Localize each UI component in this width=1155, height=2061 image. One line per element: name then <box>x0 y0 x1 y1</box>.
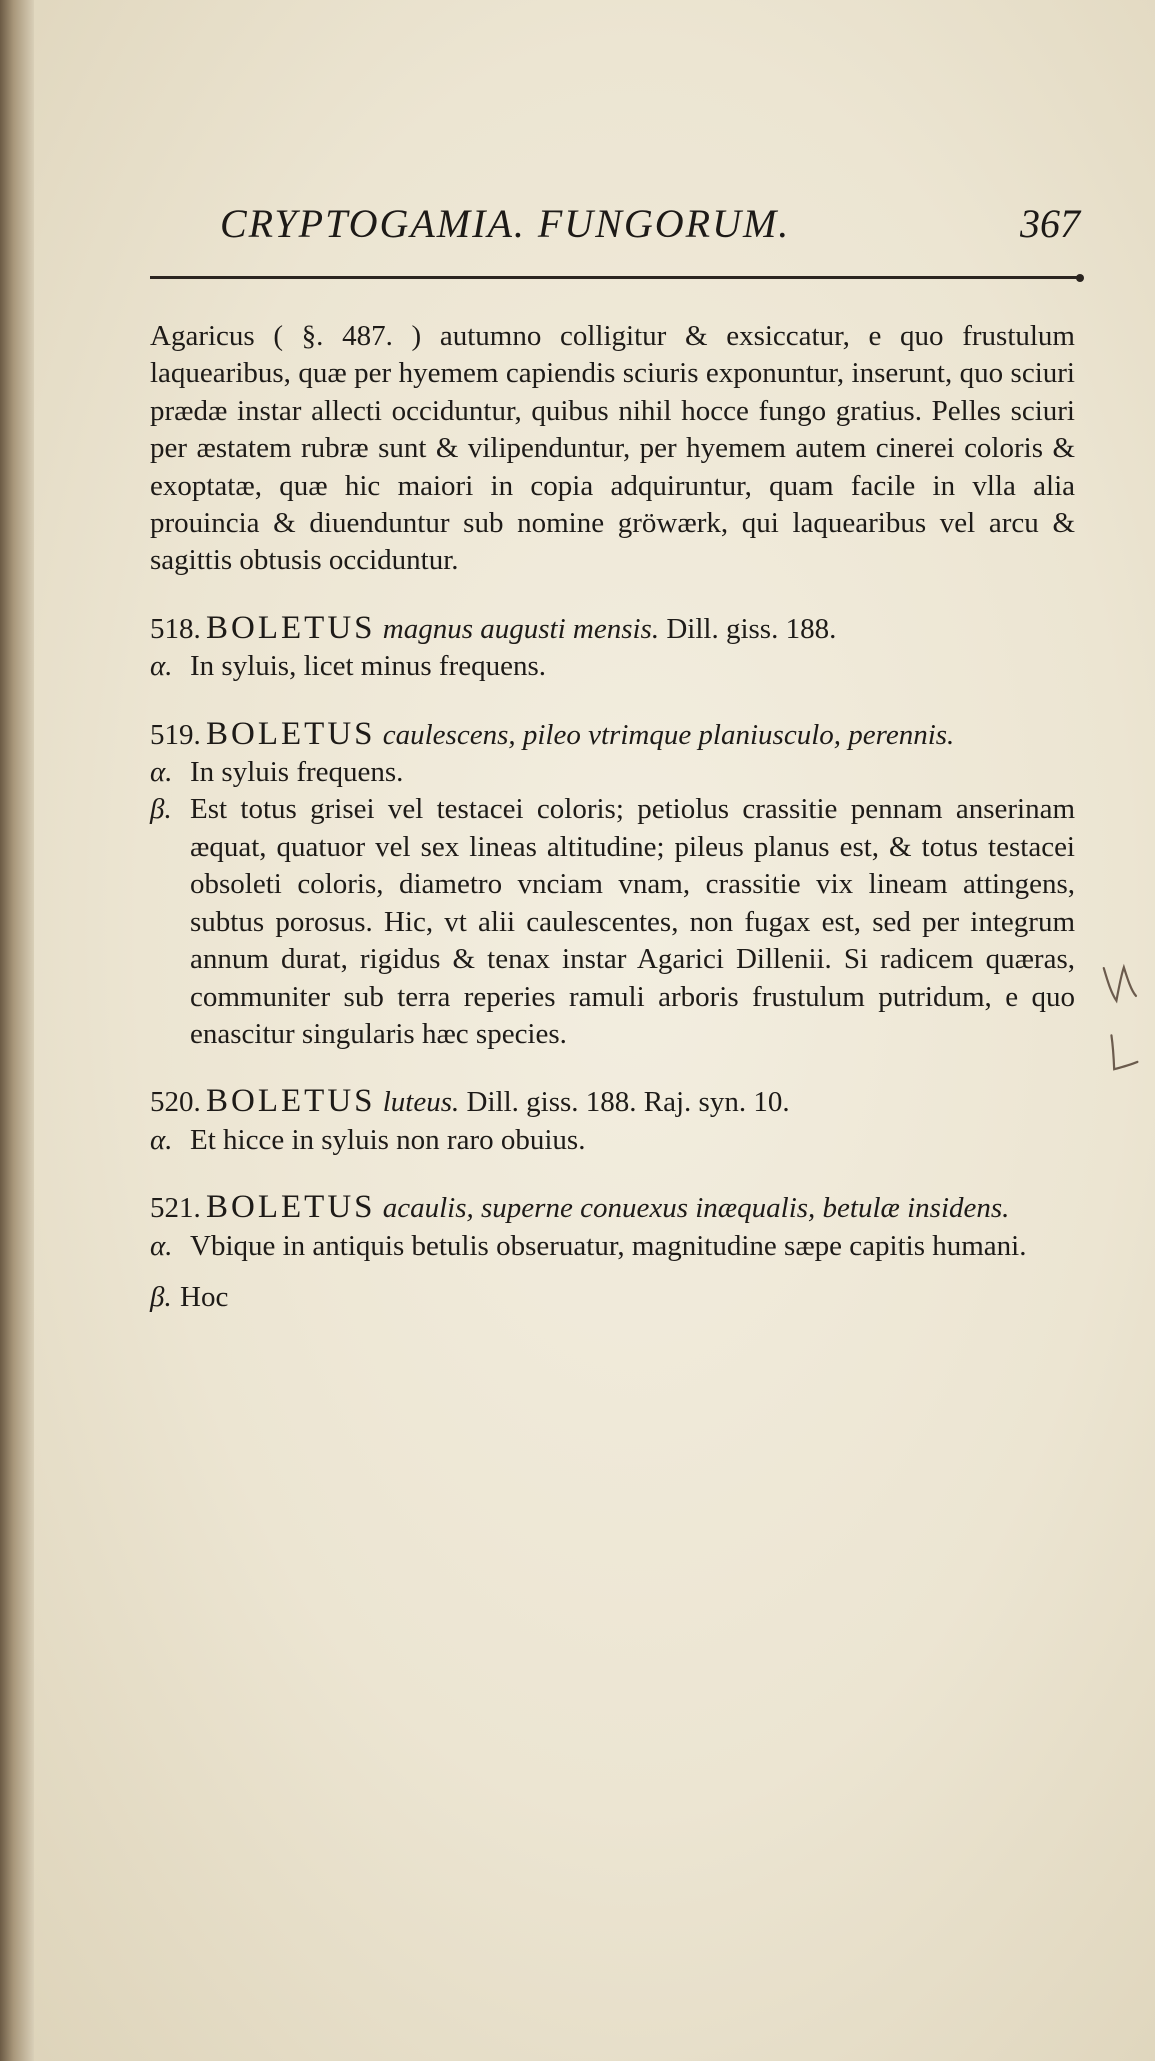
genus-name: BOLETUS <box>206 1083 376 1120</box>
catchword <box>150 1279 1075 1316</box>
entry-number: 520. <box>150 1086 201 1119</box>
entry-520 <box>150 1083 1075 1159</box>
species-epithet: magnus augusti mensis. <box>382 612 660 645</box>
entry-sub-item <box>150 754 1075 791</box>
entry-sub-item <box>150 1122 1075 1159</box>
page-body <box>150 318 1075 1316</box>
book-binding-edge <box>0 0 34 2061</box>
sub-text: Et hicce in syluis non raro obuius. <box>190 1123 586 1156</box>
entry-number: 521. <box>150 1192 201 1225</box>
catchword-text: Hoc <box>180 1280 229 1313</box>
sub-text: Vbique in antiquis betulis obseruatur, magnitudine sæpe capitis humani. <box>190 1229 1027 1262</box>
citation: Dill. giss. 188. Raj. syn. 10. <box>466 1086 790 1119</box>
genus-name: BOLETUS <box>206 715 376 752</box>
page-number: 367 <box>1020 201 1080 246</box>
sub-marker: α. <box>150 756 173 789</box>
entry-heading <box>150 1189 1075 1227</box>
entry-521 <box>150 1189 1075 1265</box>
entry-heading <box>150 1083 1075 1121</box>
sub-marker: α. <box>150 1123 173 1156</box>
header-rule <box>150 276 1080 279</box>
entry-heading <box>150 610 1075 648</box>
sub-text: In syluis frequens. <box>190 756 404 789</box>
species-epithet: acaulis, superne conuexus inæqualis, betulæ insidens. <box>382 1192 1010 1225</box>
entry-heading <box>150 716 1075 754</box>
entry-sub-item <box>150 791 1075 1053</box>
genus-name: BOLETUS <box>206 609 376 646</box>
sub-marker: β. <box>150 793 172 826</box>
entry-number: 518. <box>150 612 201 645</box>
running-head: CRYPTOGAMIA. FUNGORUM. <box>220 201 791 246</box>
entry-number: 519. <box>150 718 201 751</box>
handwritten-margin-mark <box>1097 955 1144 1010</box>
sub-text: In syluis, licet minus frequens. <box>190 650 547 683</box>
handwritten-margin-mark <box>1101 1028 1143 1079</box>
sub-marker: α. <box>150 1229 173 1262</box>
entry-519 <box>150 716 1075 1054</box>
page-header <box>220 200 1080 260</box>
sub-marker: α. <box>150 650 173 683</box>
species-epithet: caulescens, pileo vtrimque planiusculo, perennis. <box>382 718 955 751</box>
catchword-marker: β. <box>150 1280 172 1313</box>
entry-sub-item <box>150 1228 1075 1265</box>
citation: Dill. giss. 188. <box>666 612 837 645</box>
genus-name: BOLETUS <box>206 1189 376 1226</box>
entry-sub-item <box>150 648 1075 685</box>
species-epithet: luteus. <box>382 1086 460 1119</box>
intro-paragraph: Agaricus ( §. 487. ) autumno colligitur & exsiccatur, e quo frustulum laquearibus, quæ per hyemem capiendis sciuris exponuntur, inserunt, quo sciuri prædæ instar allecti occiduntur, quibus nihil hocce fungo gratius. Pelles sciuri per æstatem rubræ sunt & vilipenduntur, per hyemem autem cinerei coloris & exoptatæ, quæ hic maiori in copia adquiruntur, quam facile in vlla alia prouincia & diuenduntur sub nomine gröwærk, qui laquearibus vel arcu & sagittis obtusis occiduntur. <box>150 320 1075 577</box>
sub-text: Est totus grisei vel testacei coloris; petiolus crassitie pennam anserinam æquat, quatuor vel sex lineas altitudine; pileus planus est, & totus testacei obsoleti coloris, diametro vnciam vnam, crassitie vix lineam attingens, subtus porosus. Hic, vt alii caulescentes, non fugax est, sed per integrum annum durat, rigidus & tenax instar Agarici Dillenii. Si radicem quæras, communiter sub terra reperies ramuli arboris frustulum putridum, e quo enascitur singularis hæc species. <box>190 793 1075 1050</box>
entry-518 <box>150 610 1075 686</box>
